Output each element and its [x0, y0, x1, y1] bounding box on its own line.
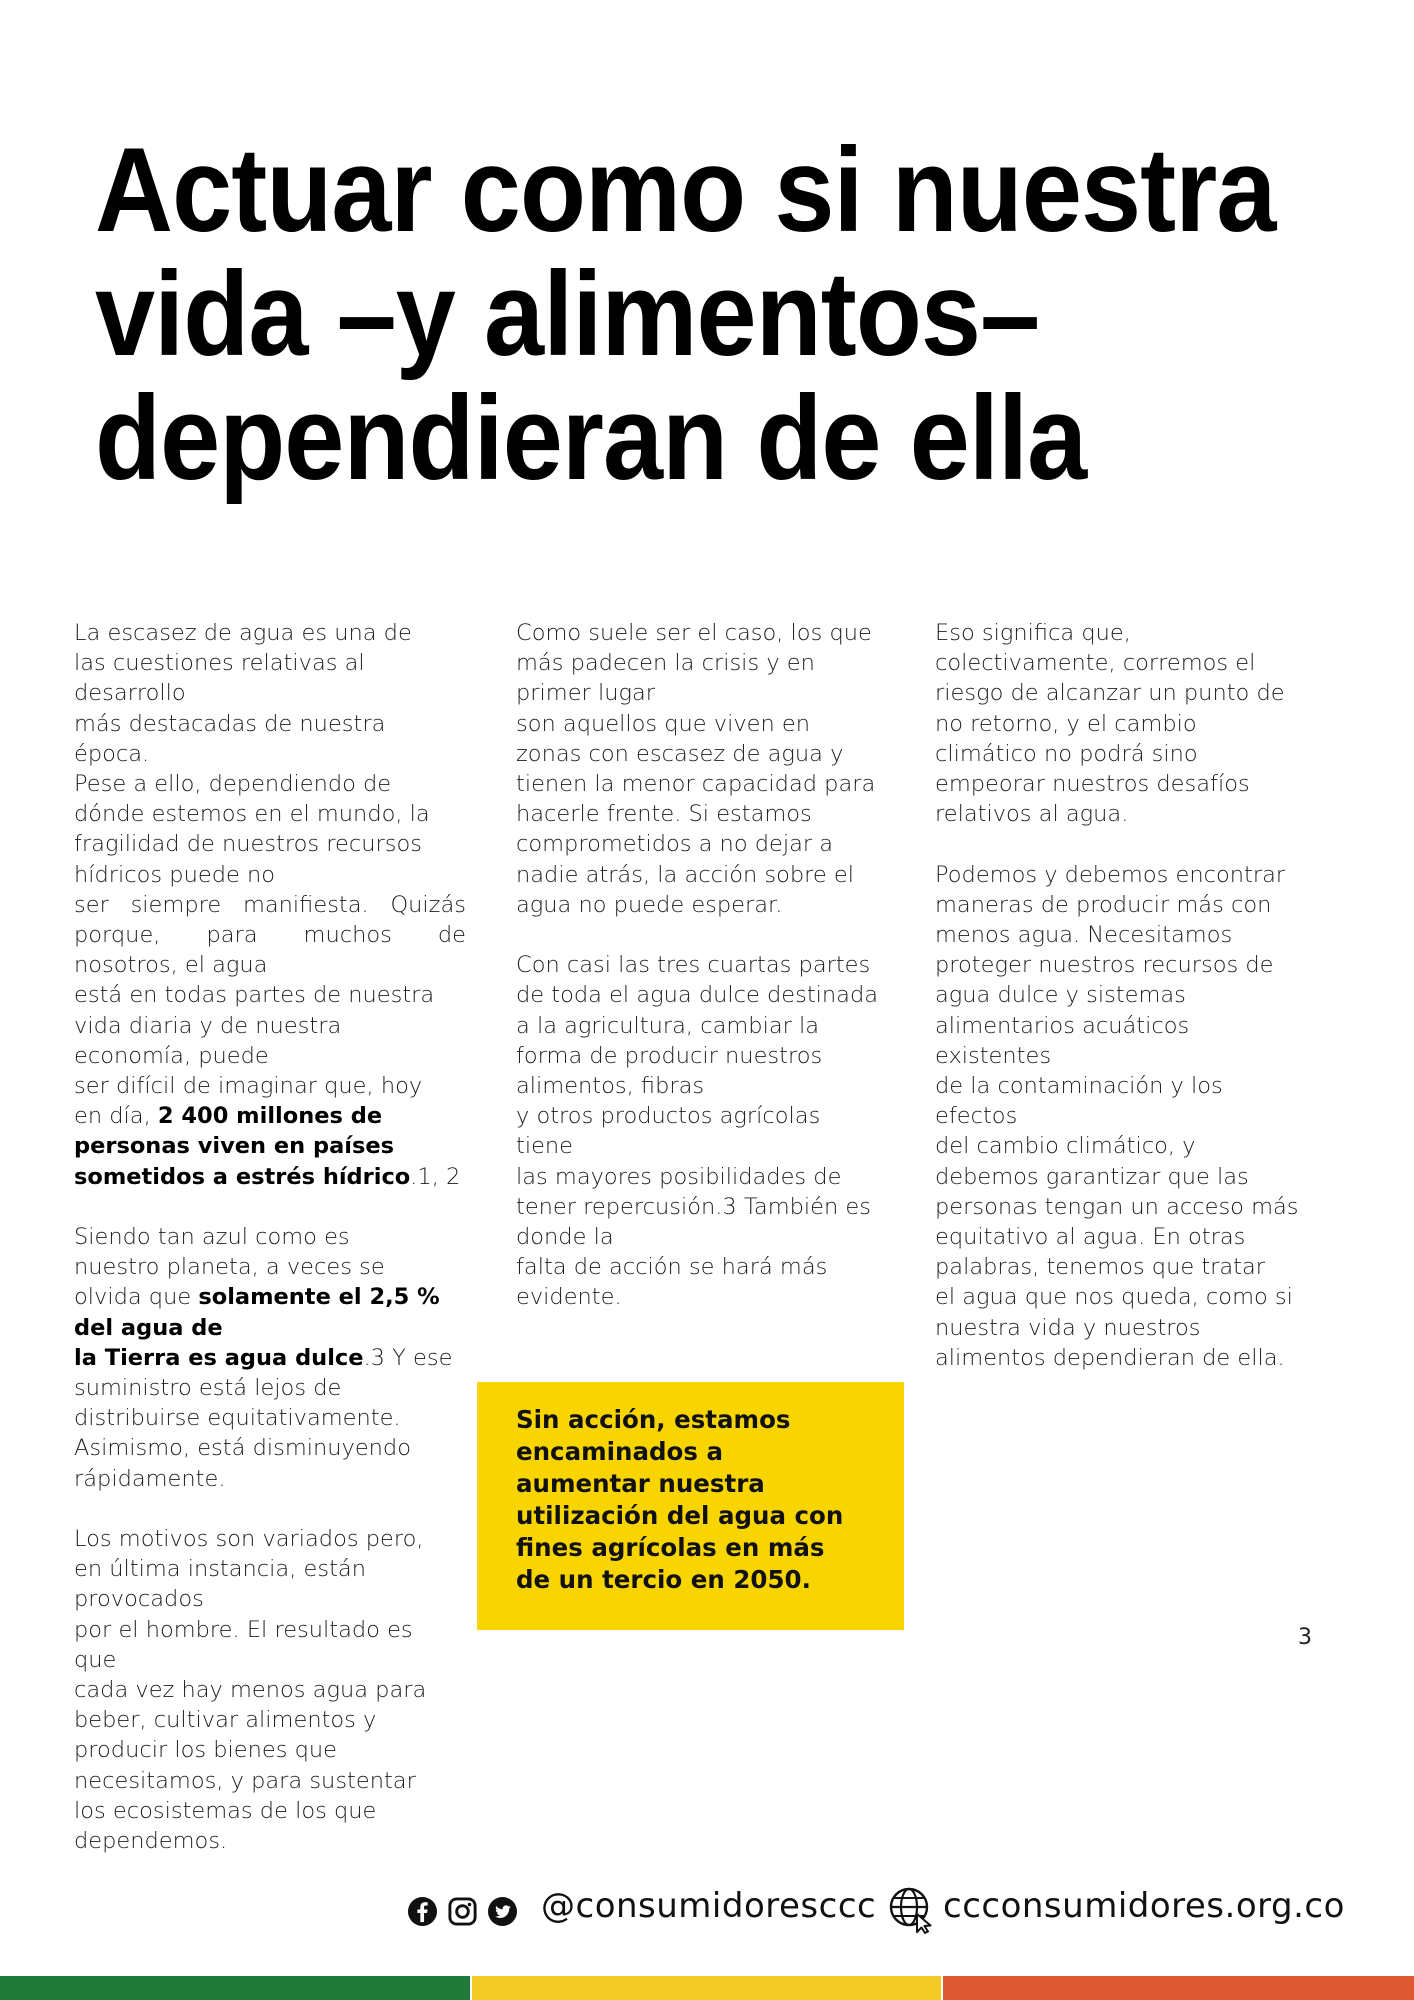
text-line: de toda el agua dulce destinada — [516, 982, 879, 1009]
text-line: vida diaria y de nuestra — [74, 1012, 342, 1039]
emphasis-text: solamente el 2,5 % — [198, 1284, 440, 1311]
footer — [0, 1876, 1414, 1940]
text-line: suministro está lejos de — [74, 1375, 342, 1402]
text-line: más destacadas de nuestra — [74, 710, 386, 737]
callout-line: aumentar nuestra — [516, 1469, 765, 1498]
text-line: zonas con escasez de agua y — [516, 740, 844, 767]
text-line: dónde estemos en el mundo, la — [74, 801, 430, 828]
social-icons — [407, 1896, 518, 1927]
footer-color-bar-red — [943, 1976, 1414, 2000]
text-line — [74, 1162, 466, 1192]
text-line: en última instancia, están — [74, 1556, 366, 1583]
text-line: tiene — [516, 1133, 574, 1160]
text-line: no retorno, y el cambio — [935, 710, 1197, 737]
text-line: Siendo tan azul como es — [74, 1224, 350, 1251]
text-line: primer lugar — [516, 680, 655, 707]
text-line — [74, 1343, 466, 1373]
callout-line: encaminados a — [516, 1437, 724, 1466]
text-line: más padecen la crisis y en — [516, 650, 815, 677]
callout-line: Sin acción, estamos — [516, 1405, 791, 1434]
text-line: comprometidos a no dejar a — [516, 831, 834, 858]
text-line — [74, 1101, 466, 1131]
text-line: los ecosistemas de los que — [74, 1797, 377, 1824]
twitter-icon[interactable] — [487, 1896, 518, 1927]
text-column-2 — [516, 618, 906, 1343]
text-run: .3 Y ese — [363, 1344, 453, 1371]
text-line: nadie atrás, la acción sobre el — [516, 861, 855, 888]
paragraph — [74, 1222, 466, 1494]
page-number: 3 — [1298, 1625, 1312, 1650]
text-line: desarrollo — [74, 680, 186, 707]
text-line: nuestro planeta, a veces se — [74, 1254, 385, 1281]
globe-cursor-icon — [888, 1886, 936, 1938]
text-line: falta de acción se hará más — [516, 1254, 828, 1281]
emphasis-text: la Tierra es agua dulce — [74, 1344, 364, 1371]
text-line: palabras, tenemos que tratar — [935, 1254, 1266, 1281]
website-link[interactable]: ccconsumidores.org.co — [943, 1886, 1345, 1926]
text-line: equitativo al agua. En otras — [935, 1224, 1246, 1251]
text-line: Asimismo, está disminuyendo — [74, 1435, 411, 1462]
text-line: nosotros, el agua — [74, 952, 268, 979]
text-run: en día, — [74, 1103, 158, 1130]
text-line: provocados — [74, 1586, 204, 1613]
text-run: olvida que — [74, 1284, 199, 1311]
text-line: las cuestiones relativas al — [74, 650, 365, 677]
social-handle[interactable]: @consumidoresccc — [541, 1886, 877, 1926]
text-line: necesitamos, y para sustentar — [74, 1767, 416, 1794]
text-line: efectos — [935, 1103, 1018, 1130]
text-line: debemos garantizar que las — [935, 1163, 1249, 1190]
instagram-icon[interactable] — [447, 1896, 478, 1927]
paragraph — [516, 618, 906, 920]
text-line: menos agua. Necesitamos — [935, 922, 1233, 949]
text-line: ser siempre manifiesta. Quizás — [74, 891, 466, 918]
paragraph — [74, 1524, 466, 1856]
text-line: Podemos y debemos encontrar — [935, 861, 1286, 888]
text-line: cada vez hay menos agua para — [74, 1677, 427, 1704]
text-line: empeorar nuestros desafíos — [935, 771, 1250, 798]
text-line: rápidamente. — [74, 1465, 226, 1492]
text-line: beber, cultivar alimentos y — [74, 1707, 377, 1734]
text-line: alimentarios acuáticos — [935, 1012, 1190, 1039]
text-line: dependemos. — [74, 1828, 228, 1855]
page-title — [95, 123, 1276, 505]
text-line: existentes — [935, 1042, 1052, 1069]
text-line: producir los bienes que — [74, 1737, 338, 1764]
text-line: relativos al agua. — [935, 801, 1129, 828]
callout-line: fines agrícolas en más — [516, 1533, 825, 1562]
facebook-icon[interactable] — [407, 1896, 438, 1927]
text-line: porque, para muchos de — [74, 922, 466, 949]
text-line: alimentos dependieran de ella. — [935, 1344, 1285, 1371]
callout-line: de un tercio en 2050. — [516, 1565, 811, 1594]
footer-color-bar-yellow — [472, 1976, 941, 2000]
text-line: por el hombre. El resultado es — [74, 1616, 413, 1643]
text-line: Eso significa que, — [935, 620, 1131, 646]
text-line: agua no puede esperar. — [516, 891, 783, 918]
text-line: son aquellos que viven en — [516, 710, 810, 737]
emphasis-text: del agua de — [74, 1314, 223, 1341]
text-line — [74, 1282, 466, 1312]
paragraph — [516, 950, 906, 1312]
text-line: proteger nuestros recursos de — [935, 952, 1274, 979]
footnote-ref: .1, 2 — [410, 1163, 461, 1190]
text-line — [74, 1313, 466, 1343]
text-line: colectivamente, corremos el — [935, 650, 1256, 677]
title-line: dependieran de ella — [95, 371, 1087, 505]
emphasis-text: sometidos a estrés hídrico — [74, 1163, 411, 1190]
text-line: Pese a ello, dependiendo de — [74, 771, 392, 798]
paragraph — [74, 618, 466, 1192]
text-line: a la agricultura, cambiar la — [516, 1012, 820, 1039]
text-line: hacerle frente. Si estamos — [516, 801, 812, 828]
text-line: distribuirse equitativamente. — [74, 1405, 401, 1432]
text-line: alimentos, fibras — [516, 1073, 705, 1100]
text-line — [74, 1131, 466, 1161]
text-line: nuestra vida y nuestros — [935, 1314, 1201, 1341]
text-line: tienen la menor capacidad para — [516, 771, 876, 798]
text-line: y otros productos agrícolas — [516, 1103, 821, 1130]
callout-line: utilización del agua con — [516, 1501, 844, 1530]
text-line: agua dulce y sistemas — [935, 982, 1186, 1009]
title-line: vida –y alimentos– — [95, 247, 1040, 381]
text-line: el agua que nos queda, como si — [935, 1284, 1293, 1311]
paragraph — [935, 618, 1330, 829]
text-line: economía, puede — [74, 1042, 269, 1069]
emphasis-text: 2 400 millones de — [157, 1103, 383, 1130]
text-line: que — [74, 1646, 117, 1673]
text-line: donde la — [516, 1224, 614, 1251]
highlight-callout — [477, 1382, 904, 1630]
text-line: personas tengan un acceso más — [935, 1193, 1299, 1220]
text-line: fragilidad de nuestros recursos — [74, 831, 422, 858]
text-line: ser difícil de imaginar que, hoy — [74, 1073, 423, 1100]
callout-text — [516, 1404, 874, 1596]
text-line: maneras de producir más con — [935, 891, 1272, 918]
text-line: forma de producir nuestros — [516, 1042, 823, 1069]
text-line: de la contaminación y los — [935, 1073, 1223, 1100]
text-line: está en todas partes de nuestra — [74, 982, 435, 1009]
text-line: tener repercusión.3 También es — [516, 1193, 871, 1220]
text-line: Con casi las tres cuartas partes — [516, 952, 871, 979]
paragraph — [935, 860, 1330, 1373]
text-line: hídricos puede no — [74, 861, 275, 888]
text-line: las mayores posibilidades de — [516, 1163, 842, 1190]
text-column-3 — [935, 618, 1330, 1403]
text-column-1 — [74, 618, 466, 1886]
text-line: La escasez de agua es una de — [74, 620, 412, 646]
text-line: riesgo de alcanzar un punto de — [935, 680, 1285, 707]
text-line: época. — [74, 740, 150, 767]
text-line: Como suele ser el caso, los que — [516, 620, 872, 646]
text-line: del cambio climático, y — [935, 1133, 1196, 1160]
text-line: Los motivos son variados pero, — [74, 1526, 424, 1553]
emphasis-text: personas viven en países — [74, 1133, 395, 1160]
footer-color-bar-green — [0, 1976, 470, 2000]
text-line: climático no podrá sino — [935, 740, 1198, 767]
text-line: evidente. — [516, 1284, 622, 1311]
title-line: Actuar como si nuestra — [95, 123, 1276, 257]
